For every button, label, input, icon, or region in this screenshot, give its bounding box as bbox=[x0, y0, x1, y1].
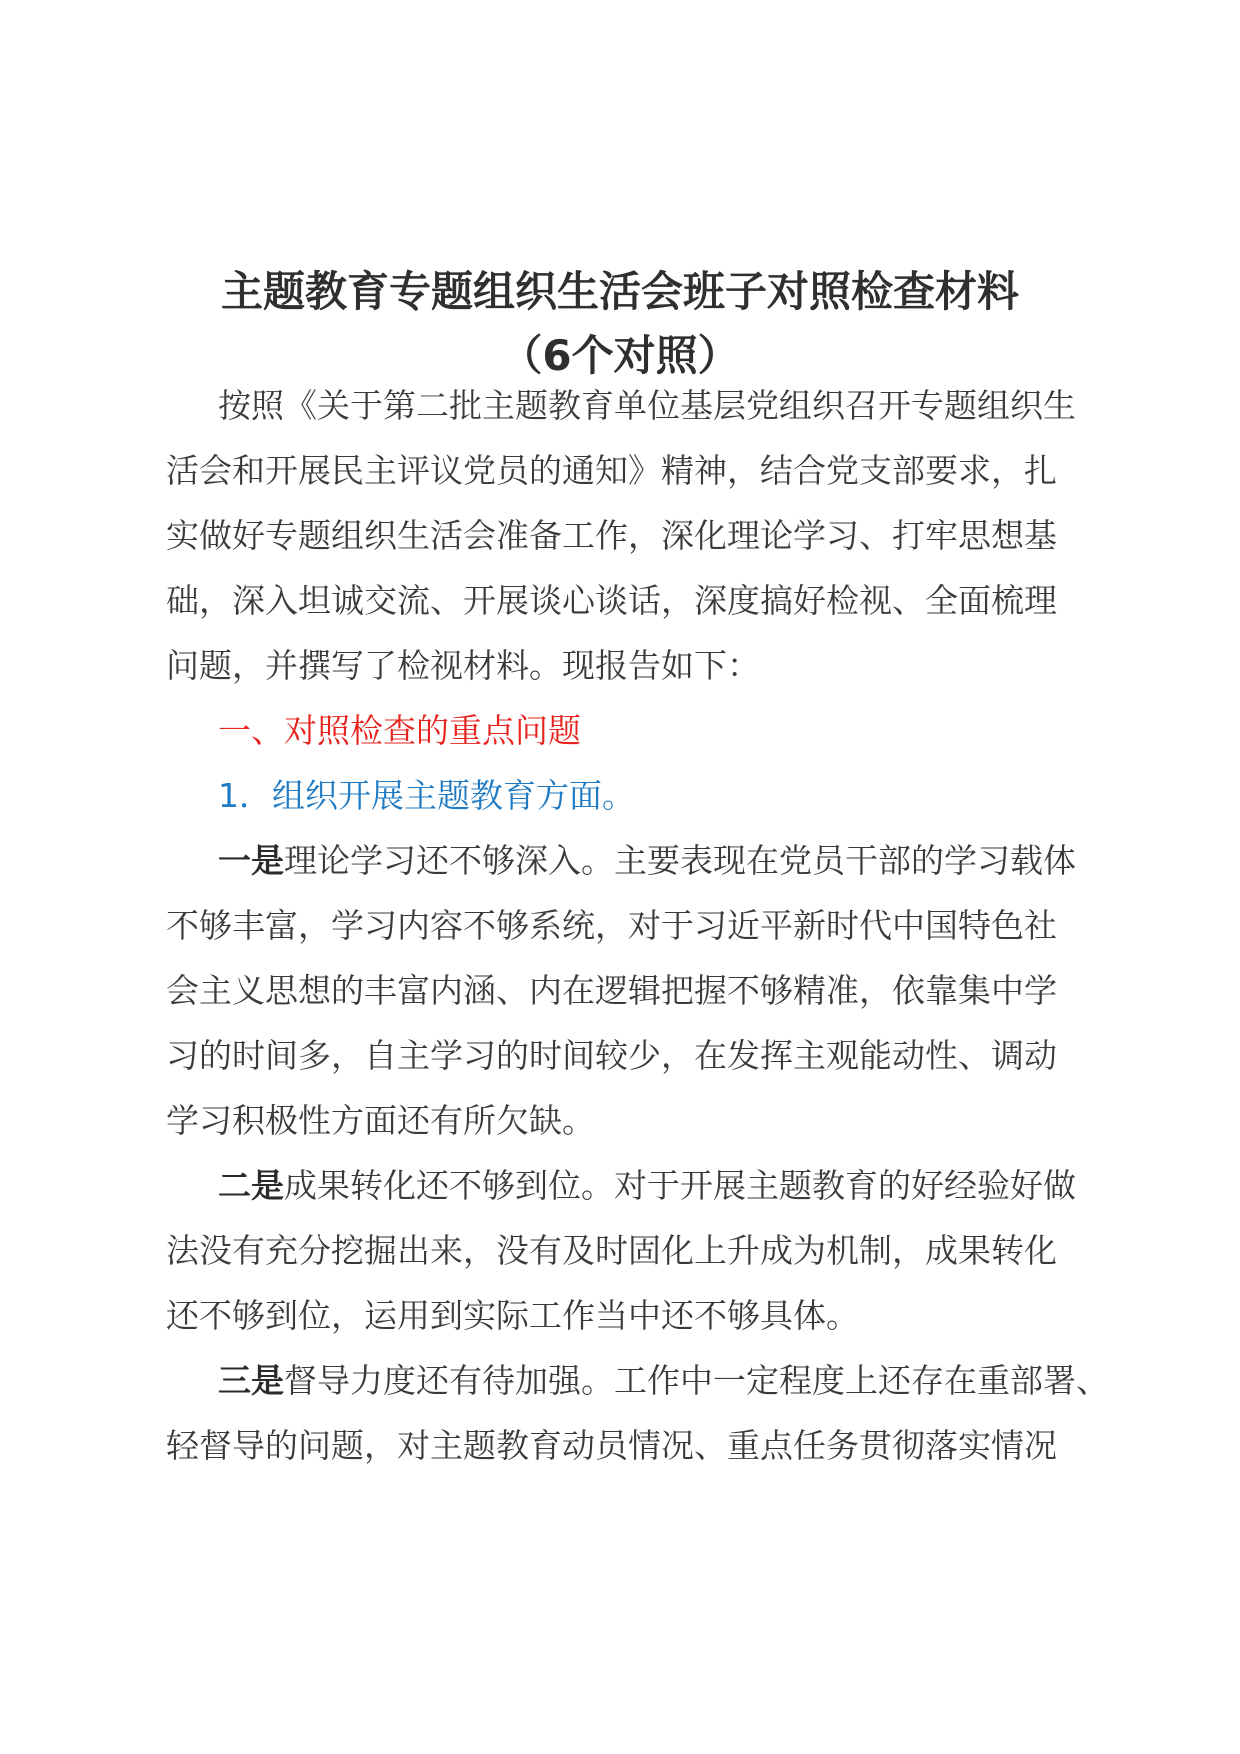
point-lead: 三是 bbox=[218, 1361, 284, 1400]
document-subtitle: （6个对照） bbox=[500, 331, 740, 380]
section-heading: 一、对照检查的重点问题 bbox=[218, 711, 581, 750]
point-text: 理论学习还不够深入。主要表现在党员干部的学习载体 bbox=[284, 841, 1076, 880]
intro-line: 按照《关于第二批主题教育单位基层党组织召开专题组织生 bbox=[218, 386, 1076, 425]
paragraph-line bbox=[166, 1153, 1108, 1218]
intro-line: 活会和开展民主评议党员的通知》精神，结合党支部要求，扎 bbox=[166, 451, 1057, 490]
paragraph-line: 学习积极性方面还有所欠缺。 bbox=[166, 1101, 595, 1140]
intro-line: 实做好专题组织生活会准备工作，深化理论学习、打牢思想基 bbox=[166, 516, 1057, 555]
subsection-heading: 1．组织开展主题教育方面。 bbox=[218, 776, 635, 815]
point-lead: 一是 bbox=[218, 841, 284, 880]
paragraph-line: 不够丰富，学习内容不够系统，对于习近平新时代中国特色社 bbox=[166, 906, 1057, 945]
paragraph-line: 还不够到位，运用到实际工作当中还不够具体。 bbox=[166, 1296, 859, 1335]
intro-line: 础，深入坦诚交流、开展谈心谈话，深度搞好检视、全面梳理 bbox=[166, 581, 1057, 620]
paragraph-line bbox=[166, 828, 1108, 893]
point-text: 成果转化还不够到位。对于开展主题教育的好经验好做 bbox=[284, 1166, 1076, 1205]
intro-line: 问题，并撰写了检视材料。现报告如下： bbox=[166, 646, 760, 685]
point-text: 督导力度还有待加强。工作中一定程度上还存在重部署、 bbox=[284, 1361, 1109, 1400]
paragraph-line: 会主义思想的丰富内涵、内在逻辑把握不够精准，依靠集中学 bbox=[166, 971, 1057, 1010]
paragraph-line bbox=[166, 1348, 1108, 1413]
paragraph-line: 习的时间多，自主学习的时间较少，在发挥主观能动性、调动 bbox=[166, 1036, 1057, 1075]
document-title: 主题教育专题组织生活会班子对照检查材料 bbox=[220, 267, 1019, 316]
body-text bbox=[166, 373, 1108, 1478]
paragraph-line: 法没有充分挖掘出来，没有及时固化上升成为机制，成果转化 bbox=[166, 1231, 1057, 1270]
point-lead: 二是 bbox=[218, 1166, 284, 1205]
paragraph-line: 轻督导的问题，对主题教育动员情况、重点任务贯彻落实情况 bbox=[166, 1426, 1057, 1465]
